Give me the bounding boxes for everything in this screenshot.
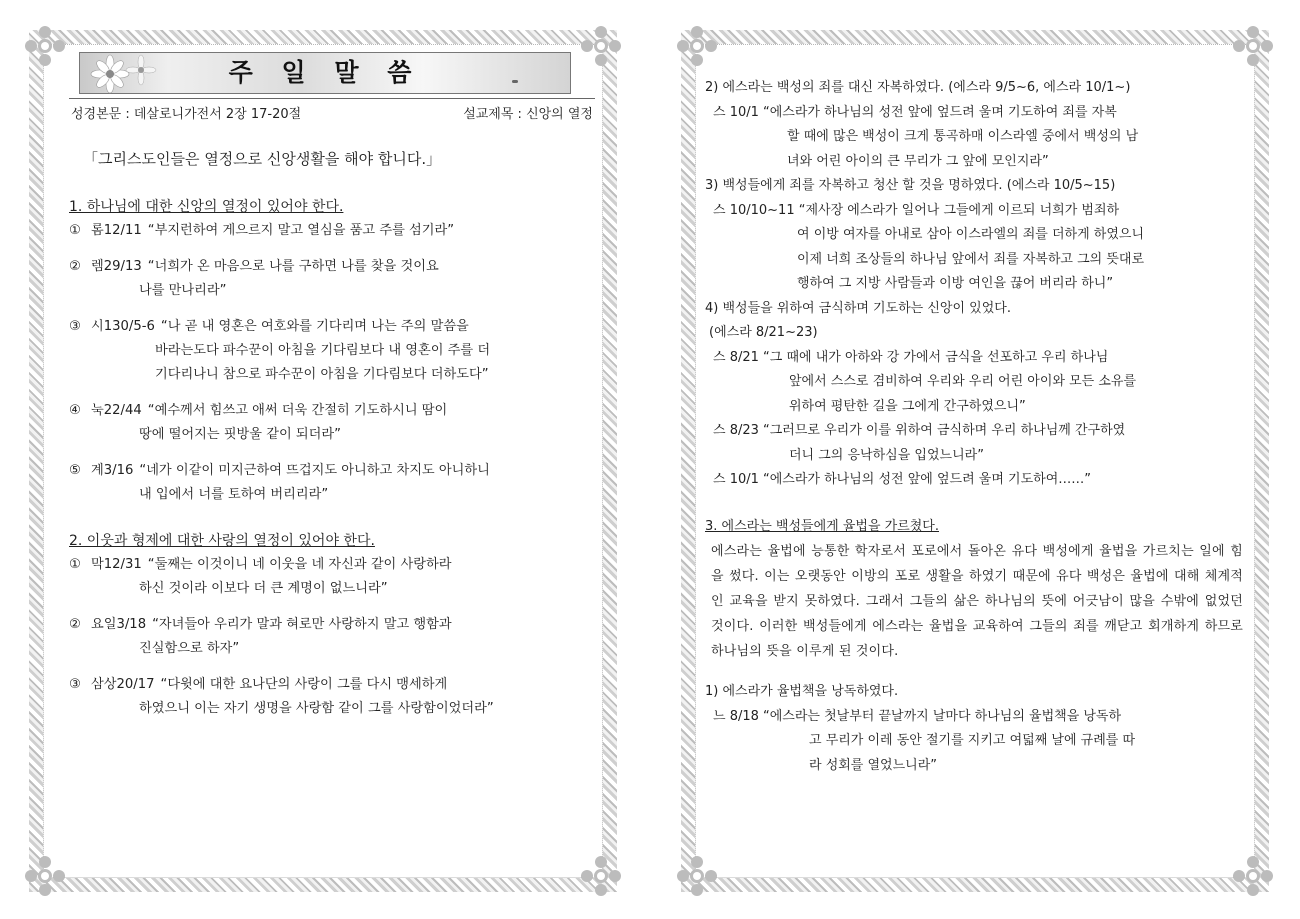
verse-text-line: 위하여 평탄한 길을 그에게 간구하였으니”	[789, 398, 1026, 414]
verse-ref: 시130/5-6	[91, 319, 155, 334]
verse-text-line: 더니 그의 응낙하심을 입었느니라”	[789, 447, 984, 463]
verse-text-line: 라 성회를 열었느니라”	[809, 757, 938, 773]
verse-item	[69, 673, 595, 697]
section-paragraph: 에스라는 율법에 능통한 학자로서 포로에서 돌아온 유다 백성에게 율법을 가르치는 일에 힘을 썼다. 이는 오랫동안 이방의 포로 생활을 하였기 때문에 유다 백성은 율법에 대해 체계적인 교육을 받지 못하였다. 그래서 그들의 삶은 하나님의 뜻에 어긋남이 많을 수밖에 없었던 것이다. 이러한 백성들에게 에스라는 율법을 교육하여 그들의 죄를 깨닫고 회개하게 하므로 하나님의 뜻을 이루게 된 것이다.	[711, 544, 1243, 659]
scripture-label: 성경본문 : 데살로니가전서 2장 17-20절	[71, 107, 302, 122]
verse-item	[69, 399, 595, 423]
verse-text-line: 기다리나니 참으로 파수꾼이 아침을 기다림보다 더하도다”	[155, 367, 489, 382]
point-item: 3) 백성들에게 죄를 자복하고 청산 할 것을 명하였다. (에스라 10/5~15)	[705, 178, 1116, 193]
sermon-meta	[69, 98, 595, 127]
point-subref: (에스라 8/21~23)	[709, 325, 818, 340]
verse-item	[705, 346, 1243, 371]
verse-text-line: 하신 것이라 이보다 더 큰 계명이 없느니라”	[139, 581, 388, 596]
section-heading: 2. 이웃과 형제에 대한 사랑의 열정이 있어야 한다.	[69, 533, 375, 549]
verse-text: “예수께서 힘쓰고 애써 더욱 간절히 기도하시니 땀이	[147, 403, 448, 418]
verse-text-line: 땅에 떨어지는 핏방울 같이 되더라”	[139, 427, 341, 442]
thesis: 「그리스도인들은 열정으로 신앙생활을 해야 합니다.」	[83, 150, 442, 168]
verse-number: ②	[69, 617, 81, 632]
corner-flower-icon	[23, 854, 67, 898]
verse-item	[705, 705, 1243, 730]
verse-item	[69, 553, 595, 577]
verse-number: ①	[69, 223, 81, 238]
verse-ref: 롬12/11	[91, 223, 142, 238]
verse-ref: 요일3/18	[91, 617, 147, 632]
verse-ref: 스 10/1	[713, 104, 764, 120]
verse-text-line: 앞에서 스스로 겸비하여 우리와 우리 어린 아이와 모든 소유를	[789, 374, 1137, 389]
verse-text-line: 여 이방 여자를 아내로 삼아 이스라엘의 죄를 더하게 하였으니	[797, 227, 1145, 242]
right-page	[681, 30, 1269, 892]
verse-text-line: 바라는도다 파수꾼이 아침을 기다림보다 내 영혼이 주를 더	[155, 343, 491, 358]
verse-item	[69, 459, 595, 483]
verse-number: ③	[69, 319, 81, 334]
verse-text: “에스라가 하나님의 성전 앞에 엎드려 울며 기도하여……”	[763, 472, 1091, 487]
left-page	[29, 30, 617, 892]
verse-ref: 스 10/10~11	[713, 202, 799, 218]
verse-text-line: 할 때에 많은 백성이 크게 통곡하매 이스라엘 중에서 백성의 남	[787, 129, 1139, 144]
verse-text: “제사장 에스라가 일어나 그들에게 이르되 너희가 범죄하	[798, 202, 1120, 218]
section-heading: 3. 에스라는 백성들에게 율법을 가르쳤다.	[705, 518, 939, 534]
verse-item	[705, 199, 1243, 224]
verse-text-line: 하였으니 이는 자기 생명을 사랑함 같이 그를 사랑함이었더라”	[139, 701, 494, 716]
verse-ref: 스 8/21	[713, 349, 764, 365]
sermon-title-label: 설교제목 : 신앙의 열정	[463, 107, 593, 122]
verse-ref: 스 8/23	[713, 423, 764, 438]
verse-item	[69, 255, 595, 279]
verse-number: ①	[69, 557, 81, 572]
verse-text-line: 고 무리가 이레 동안 절기를 지키고 여덟째 날에 규례를 따	[809, 733, 1136, 748]
verse-text: “그러므로 우리가 이를 위하여 금식하며 우리 하나님께 간구하였	[763, 423, 1126, 438]
verse-ref: 렘29/13	[91, 259, 142, 274]
verse-item	[69, 613, 595, 637]
verse-text-line: 진실함으로 하자”	[139, 641, 240, 656]
verse-number: ③	[69, 677, 81, 692]
verse-text: “에스라가 하나님의 성전 앞에 엎드려 울며 기도하여 죄를 자복	[763, 104, 1117, 120]
verse-text: “다윗에 대한 요나단의 사랑이 그를 다시 맹세하게	[160, 677, 448, 692]
verse-ref: 삼상20/17	[91, 677, 155, 692]
verse-ref: 막12/31	[91, 557, 142, 572]
point-item: 4) 백성들을 위하여 금식하며 기도하는 신앙이 있었다.	[705, 300, 1011, 316]
verse-text: “그 때에 내가 아하와 강 가에서 금식을 선포하고 우리 하나님	[763, 349, 1109, 365]
verse-text-line: 행하여 그 지방 사람들과 이방 여인을 끊어 버리라 하니”	[797, 276, 1114, 291]
verse-text: “나 곧 내 영혼은 여호와를 기다리며 나는 주의 말씀을	[160, 319, 469, 334]
verse-ref: 느 8/18	[713, 708, 764, 724]
verse-item	[705, 468, 1243, 493]
verse-item	[705, 419, 1243, 444]
verse-item	[705, 101, 1243, 126]
verse-text: “둘째는 이것이니 네 이웃을 네 자신과 같이 사랑하라	[147, 557, 452, 572]
verse-text: “부지런하여 게으르지 말고 열심을 품고 주를 섬기라”	[147, 223, 455, 238]
banner-dot	[512, 80, 518, 83]
verse-text: “네가 이같이 미지근하여 뜨겁지도 아니하고 차지도 아니하니	[139, 463, 490, 478]
corner-flower-icon	[675, 24, 719, 68]
left-content	[69, 52, 595, 870]
section-heading: 1. 하나님에 대한 신앙의 열정이 있어야 한다.	[69, 199, 344, 215]
verse-text-line: 이제 너희 조상들의 하나님 앞에서 죄를 자복하고 그의 뜻대로	[797, 251, 1145, 267]
corner-flower-icon	[23, 24, 67, 68]
verse-item	[69, 219, 595, 243]
corner-flower-icon	[1231, 24, 1275, 68]
verse-text-line: 녀와 어린 아이의 큰 무리가 그 앞에 모인지라”	[787, 153, 1049, 169]
verse-number: ④	[69, 403, 81, 418]
point-item: 2) 에스라는 백성의 죄를 대신 자복하였다. (에스라 9/5~6, 에스라 10/1~)	[705, 80, 1131, 95]
verse-ref: 눅22/44	[91, 403, 142, 418]
verse-text: “에스라는 첫날부터 끝날까지 날마다 하나님의 율법책을 낭독하	[763, 708, 1122, 724]
verse-text: “너희가 온 마음으로 나를 구하면 나를 찾을 것이요	[147, 259, 439, 274]
daisy-icon	[86, 54, 166, 94]
title-banner	[79, 52, 571, 94]
page-title: 주 일 말 씀	[228, 58, 422, 87]
verse-ref: 스 10/1	[713, 472, 764, 487]
verse-text-line: 나를 만나리라”	[139, 283, 227, 298]
verse-number: ⑤	[69, 463, 81, 478]
verse-number: ②	[69, 259, 81, 274]
verse-text: “자녀들아 우리가 말과 혀로만 사랑하지 말고 행함과	[152, 617, 452, 632]
right-content	[705, 76, 1243, 870]
verse-item	[69, 315, 595, 339]
verse-ref: 계3/16	[91, 463, 134, 478]
point-item: 1) 에스라가 율법책을 낭독하였다.	[705, 684, 899, 699]
verse-text-line: 내 입에서 너를 토하여 버리리라”	[139, 487, 329, 502]
